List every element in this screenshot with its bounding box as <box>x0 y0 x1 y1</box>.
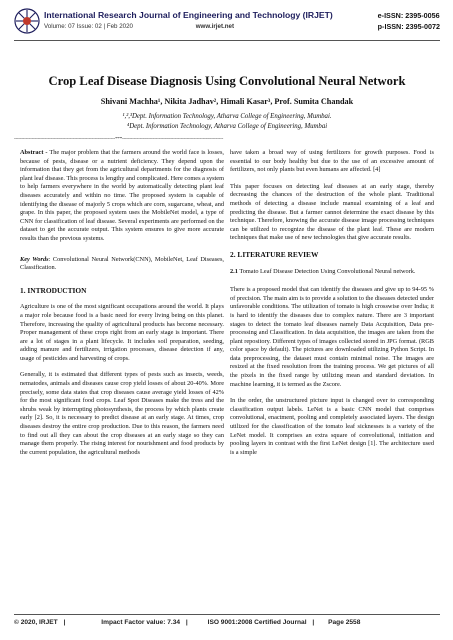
footer-divider-2: | <box>185 619 188 626</box>
keywords-text: : Convolutional Neural Network(CNN), MobileNet, Leaf Diseases, Classification. <box>20 255 224 272</box>
subsection-heading <box>230 268 434 277</box>
volume-issue: Volume: 07 Issue: 02 | Feb 2020 <box>44 23 133 30</box>
eissn: e-ISSN: 2395-0056 <box>377 11 440 20</box>
section-separator: ---------------------------------------------------------------------***--------------------------------------------------------------------- <box>14 137 224 142</box>
subsection-title: Tomato Leaf Disease Detection Using Convolutional Neural network. <box>237 267 416 275</box>
paper-title: Crop Leaf Disease Diagnosis Using Convolutional Neural Network <box>48 74 406 88</box>
keywords <box>20 256 224 273</box>
footer-page-number: Page 2558 <box>328 619 361 626</box>
journal-issue-line <box>44 23 344 30</box>
subsection-number: 2.1 <box>230 267 238 275</box>
issn-block <box>378 10 440 32</box>
header-center <box>44 10 344 30</box>
intro-paragraph-1: Agriculture is one of the most significant occupations around the world. It plays a major role because food is a basic need for every living being on this planet. Therefore, increasing the quality of agricultural products has become necessary. Proper management of these crops right from an early stage is important. There are a lot of stages in a plant lifecycle. It includes soil preparation, seeding, adding manure and fertilizers, irrigation processes, disease detection if any, usage of pesticides and harvesting of crops. <box>20 303 224 362</box>
abstract-label: Abstract - <box>20 149 48 156</box>
intro-paragraph-2: Generally, it is estimated that different types of pests such as insects, weeds, nematodes, animals and diseases cause crop yield losses of about 20-40%. More precisely, some data states that crop diseases cause average yield losses of 42% for the most significant food crops. Leaf Spot Diseases make the tress and the shrubs weak by interrupting photosynthesis, the process by which plants create early [2]. So, it is necessary to predict disease at an early stage. At times, crop diseases destroy the entire crop production. Due to this reason, the farmers need to find out all they can about the crop diseases at an early stage so they can manage them properly. The rising interest for nourishment and food products by the current population, the agricultural methods <box>20 371 224 456</box>
abstract <box>20 149 224 244</box>
journal-header <box>14 6 440 38</box>
journal-name: International Research Journal of Engineering and Technology (IRJET) <box>44 10 333 20</box>
footer-iso: ISO 9001:2008 Certified Journal <box>207 619 307 626</box>
literature-paragraph-1: There is a proposed model that can identify the diseases and give up to 94-95 % of precision. The main aim is to provide a solution to the diseases detected under unfavorable conditions. The utilization of tomato is high crosswise over India; it is hard to identify the diseases due to complex nature. There are 3 important stages to detect the tomato leaf diseases namely Data Acquisition, Data pre-processing and Classification. In data acquisition, the images are taken from the plant repository. Different types of images collected stored in JPG format. (RGB color space by default). The pictures are downloaded utilizing Python Script. In data preprocessing, the dataset must contain minimal noise. The images are resized at the fixed resolution from the training process. We get pictures of all the pixels in the fixed range by utilizing mean and standard deviation. In machine learning, it is termed as the Zscore. <box>230 286 434 388</box>
intro-continued-paragraph: have taken a broad way of using fertilizers for growth purposes. Food is essential to our body healthy but due to the use of an excessive amount of fertilizers, not only plants but even humans are affected. [4] <box>230 149 434 174</box>
footer-divider-1: | <box>63 619 66 626</box>
abstract-text: The major problem that the farmers around the world face is losses, because of pests, disease or a nutrient deficiency. They depend upon the information that they get from the agricultural departments for the diagnosis of plant leaf disease. This process is lengthy and complicated. Here comes a system to help farmers everywhere in the world by automatically detecting plant leaf diseases accurately and within no time. The proposed system is capable of identifying the disease of majorly 5 crops which are corn, sugarcane, wheat, and grape. In this paper, the proposed system uses the MobileNet model, a type of CNN for classification of leaf disease. Several experiments are performed on the dataset to get the accurate output. This system ensures to give more accurate results than the previous systems. <box>20 149 224 242</box>
right-column <box>230 149 434 465</box>
footer-rule <box>14 614 440 615</box>
affiliation-2: ⁴Dept. Information Technology, Atharva College of Engineering, Mumbai <box>126 123 328 130</box>
literature-heading: 2. LITERATURE REVIEW <box>230 249 319 259</box>
page-footer <box>14 619 440 626</box>
left-column <box>20 149 224 465</box>
irjet-logo-icon <box>14 8 40 34</box>
footer-copyright: © 2020, IRJET <box>14 619 58 626</box>
paper-authors: Shivani Machha¹, Nikita Jadhav², Himali Kasar³, Prof. Sumita Chandak <box>100 97 354 106</box>
journal-url[interactable]: www.irjet.net <box>195 23 235 30</box>
literature-paragraph-2: In the order, the unstructured picture input is changed over to corresponding classification output labels. LeNet is a basic CNN model that comprises convolutional, enactment, pooling and completely associated layers. The design utilized for the classification of the tomato leaf sicknesses is a variety of the LeNet model. It comprises an extra square of convolutional, initiation and pooling layers in contrast with the first LeNet design [1]. The architecture used is a simple <box>230 397 434 456</box>
header-rule <box>14 40 440 41</box>
pissn: p-ISSN: 2395-0072 <box>377 22 440 31</box>
footer-impact-factor: Impact Factor value: 7.34 <box>101 619 181 626</box>
keywords-label: Key Words <box>20 255 49 263</box>
affiliation-1: ¹,²,³Dept. Information Technology, Atharva College of Engineering, Mumbai. <box>122 113 332 120</box>
footer-divider-3: | <box>312 619 315 626</box>
intro-heading: 1. INTRODUCTION <box>20 285 87 295</box>
intro-paragraph-3: This paper focuses on detecting leaf diseases at an early stage, thereby decreasing the chances of the destruction of the whole plant. Traditional methods of detecting a disease include manual examining of a leaf and predicting the disease. But a farmer cannot determine the exact disease by this technique. Therefore, knowing the accurate disease image processing techniques can be utilized to recognize the disease of the plant leaf. These are modern techniques that make use of new technologies that give accurate results. <box>230 182 434 242</box>
